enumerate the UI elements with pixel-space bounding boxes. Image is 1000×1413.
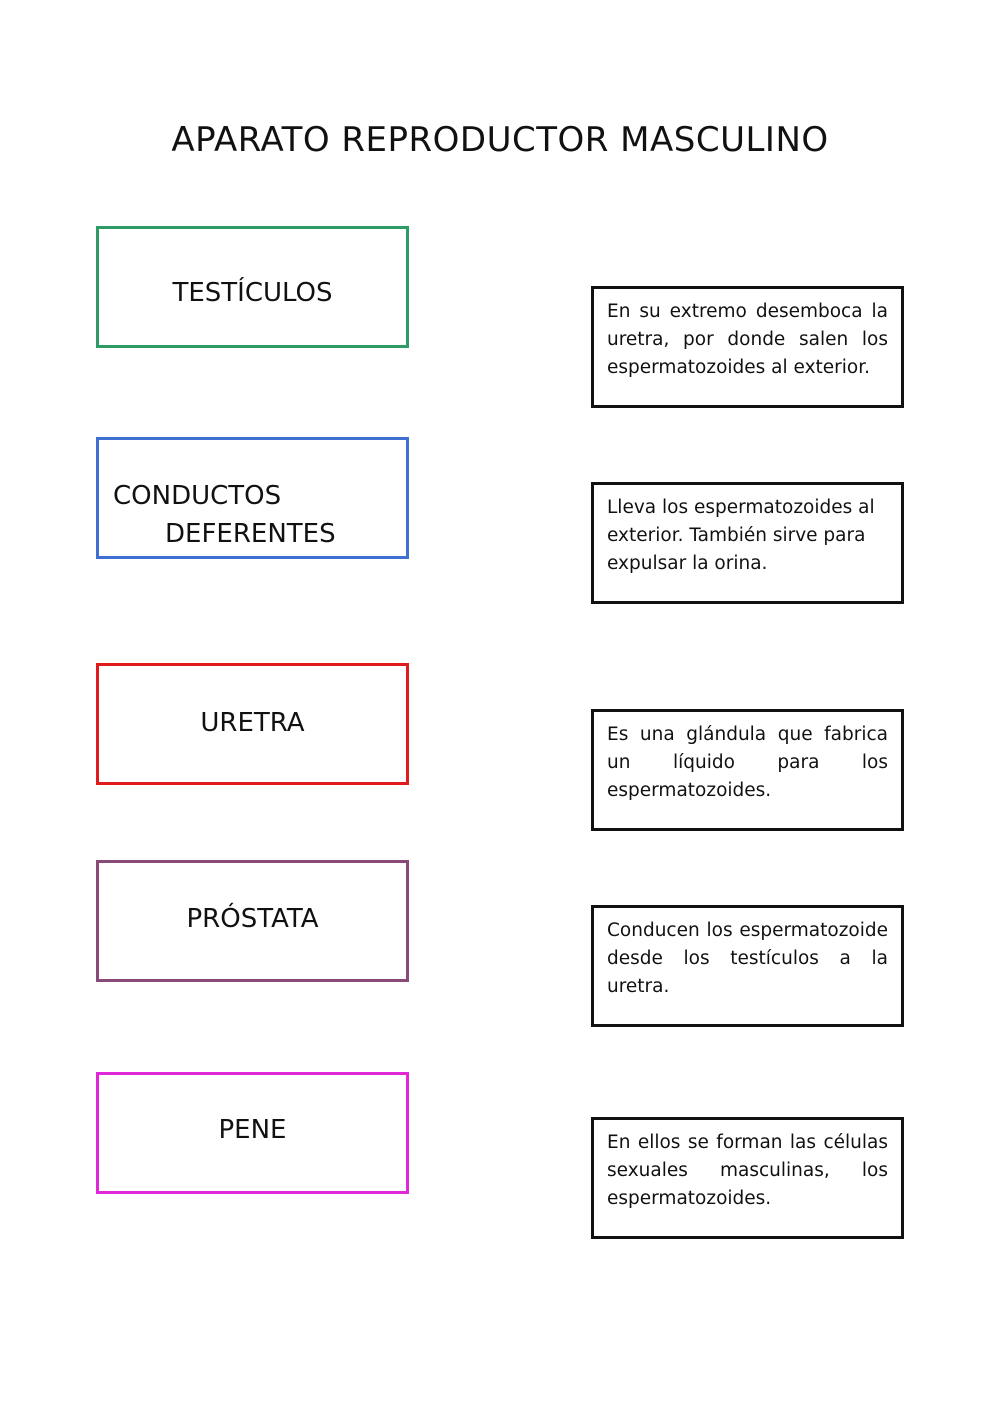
- term-label-testiculos: TESTÍCULOS: [172, 278, 333, 308]
- term-box-conductos-deferentes: [96, 437, 409, 559]
- term-label-pene: PENE: [218, 1115, 287, 1145]
- term-box-uretra: [96, 663, 409, 785]
- definition-box-3: Es una glándula que fabrica un líquido para los espermatozoides.: [591, 709, 904, 831]
- term-box-prostata: [96, 860, 409, 982]
- term-label-prostata: PRÓSTATA: [186, 904, 319, 934]
- definition-box-1: En su extremo desemboca la uretra, por donde salen los espermatozoides al exterior.: [591, 286, 904, 408]
- definition-box-4: Conducen los espermatozoide desde los testículos a la uretra.: [591, 905, 904, 1027]
- term-box-testiculos: [96, 226, 409, 348]
- term-label-deferentes: DEFERENTES: [165, 519, 336, 549]
- term-label-conductos: CONDUCTOS: [113, 481, 282, 511]
- definition-box-5: En ellos se forman las células sexuales masculinas, los espermatozoides.: [591, 1117, 904, 1239]
- term-label-uretra: URETRA: [200, 708, 305, 738]
- definition-box-2: Lleva los espermatozoides al exterior. También sirve para expulsar la orina.: [591, 482, 904, 604]
- term-box-pene: [96, 1072, 409, 1194]
- page-title: APARATO REPRODUCTOR MASCULINO: [171, 120, 829, 160]
